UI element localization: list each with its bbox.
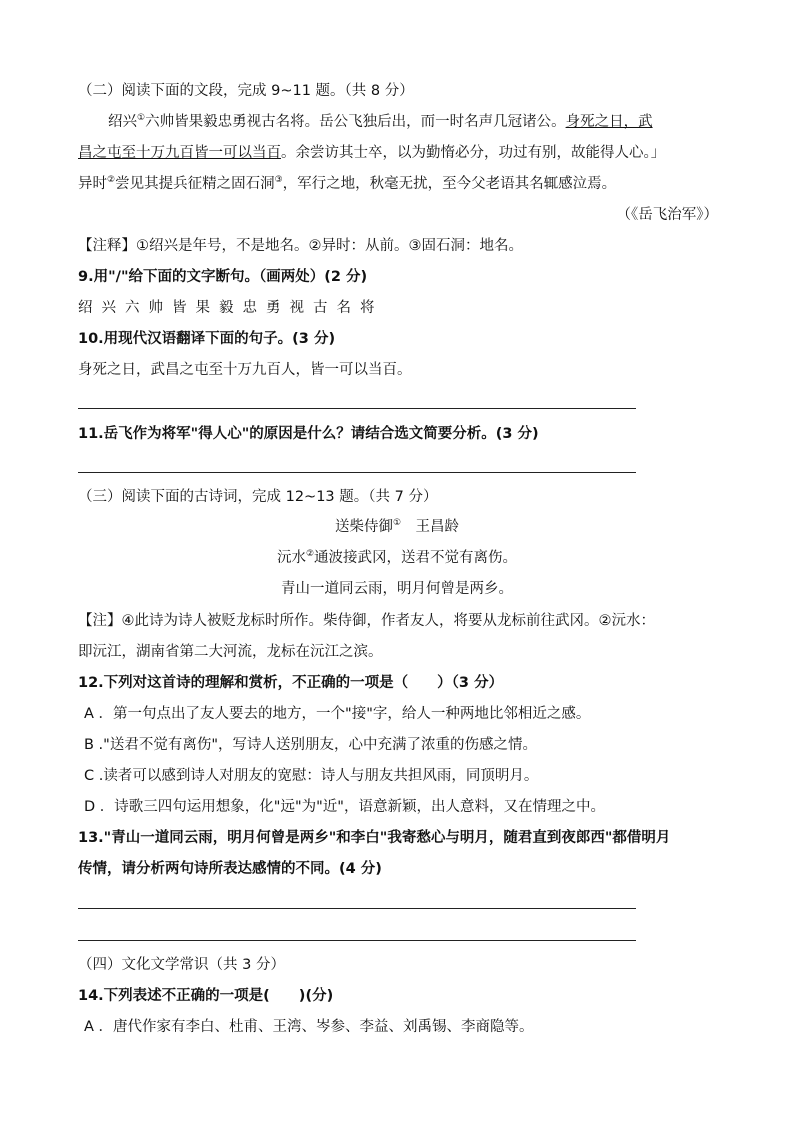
passage-text: 绍兴 [108,114,137,130]
footnote-marker: ② [107,175,116,186]
annotation-note: 【注释】①绍兴是年号，不是地名。②异时：从前。③固石洞：地名。 [78,238,523,254]
footnote-marker: ① [392,518,402,529]
passage-source: （《岳飞治军》） [616,207,718,223]
footnote-marker: ① [137,113,146,124]
passage-text: 尝见其提兵征精之固石洞 [115,176,275,192]
question-12-option-c[interactable]: C .读者可以感到诗人对朋友的宽慰：诗人与朋友共担风雨，同顶明月。 [84,768,539,784]
poem-note-line-1: 【注】④此诗为诗人被贬龙标时所作。柴侍御，作者友人，将要从龙标前往武冈。②沅水： [78,613,655,629]
underlined-sentence: 昌之屯至十万九百皆一可以当百 [78,145,281,161]
poem-author: 王昌龄 [415,519,460,535]
question-12-option-b[interactable]: B ."送君不觉有离伤"，写诗人送别朋友，心中充满了浓重的伤感之情。 [84,737,538,753]
underlined-sentence: 身死之日，武 [565,114,653,130]
footnote-marker: ③ [274,175,283,186]
poem-note-line-2: 即沅江，湖南省第二大河流，龙标在沅江之滨。 [78,644,383,660]
poem-line-1 [0,547,794,569]
passage-text: 。余尝访其士卒，以为勤惰必分，功过有别，故能得人心。」 [281,145,666,161]
question-12-option-a[interactable]: A ．第一句点出了友人要去的地方，一个"接"字，给人一种两地比邻相近之感。 [84,706,591,722]
poem-text: 沅水 [276,550,306,566]
question-13-line-1: 13."青山一道同云雨，明月何曾是两乡"和李白"我寄愁心与明月，随君直到夜郎西"都借明月 [78,830,671,846]
passage-text: ，军行之地，秋毫无扰，至今父老语其名辄感泣焉。 [282,176,617,192]
question-10: 10.用现代汉语翻译下面的句子。(3 分) [78,331,336,347]
passage-line-1 [108,111,758,133]
question-13-line-2: 传情，请分析两句诗所表达感情的不同。(4 分) [78,861,382,877]
answer-line[interactable] [78,940,636,941]
answer-line[interactable] [78,472,636,473]
passage-line-2 [78,142,728,164]
question-14: 14.下列表述不正确的一项是( )(分) [78,988,334,1004]
poem-title: 送柴侍御 [334,519,393,535]
question-14-option-a[interactable]: A ．唐代作家有李白、杜甫、王湾、岑参、李益、刘禹锡、李商隐等。 [84,1019,534,1035]
question-10-text: 身死之日，武昌之屯至十万九百人，皆一可以当百。 [78,362,412,378]
question-12: 12.下列对这首诗的理解和赏析，不正确的一项是（ ）（3 分） [78,675,504,691]
poem-line-2: 青山一道同云雨，明月何曾是两乡。 [281,581,513,597]
poem-title-line [0,516,794,538]
section-3-heading: （三）阅读下面的古诗词，完成 12~13 题。（共 7 分） [78,489,438,505]
passage-text: 六帅皆果毅忠勇视古名将。岳公飞独后出，而一时名声几冠诸公。 [145,114,566,130]
question-11: 11.岳飞作为将军"得人心"的原因是什么？请结合选文简要分析。(3 分) [78,426,539,442]
passage-text: 异时 [78,176,107,192]
question-9-text: 绍兴六帅皆果毅忠勇视古名将 [78,300,384,316]
question-12-option-d[interactable]: D ．诗歌三四句运用想象，化"远"为"近"，语意新颖，出人意料，又在情理之中。 [84,799,605,815]
section-4-heading: （四）文化文学常识（共 3 分） [78,957,285,973]
section-2-heading: （二）阅读下面的文段，完成 9~11 题。（共 8 分） [78,83,414,99]
answer-line[interactable] [78,908,636,909]
question-9: 9.用"/"给下面的文字断句。（画两处）(2 分) [78,269,368,285]
poem-text: 通波接武冈，送君不觉有离伤。 [314,550,518,566]
footnote-marker: ② [305,549,315,560]
answer-line[interactable] [78,408,636,409]
passage-line-3 [78,173,728,195]
